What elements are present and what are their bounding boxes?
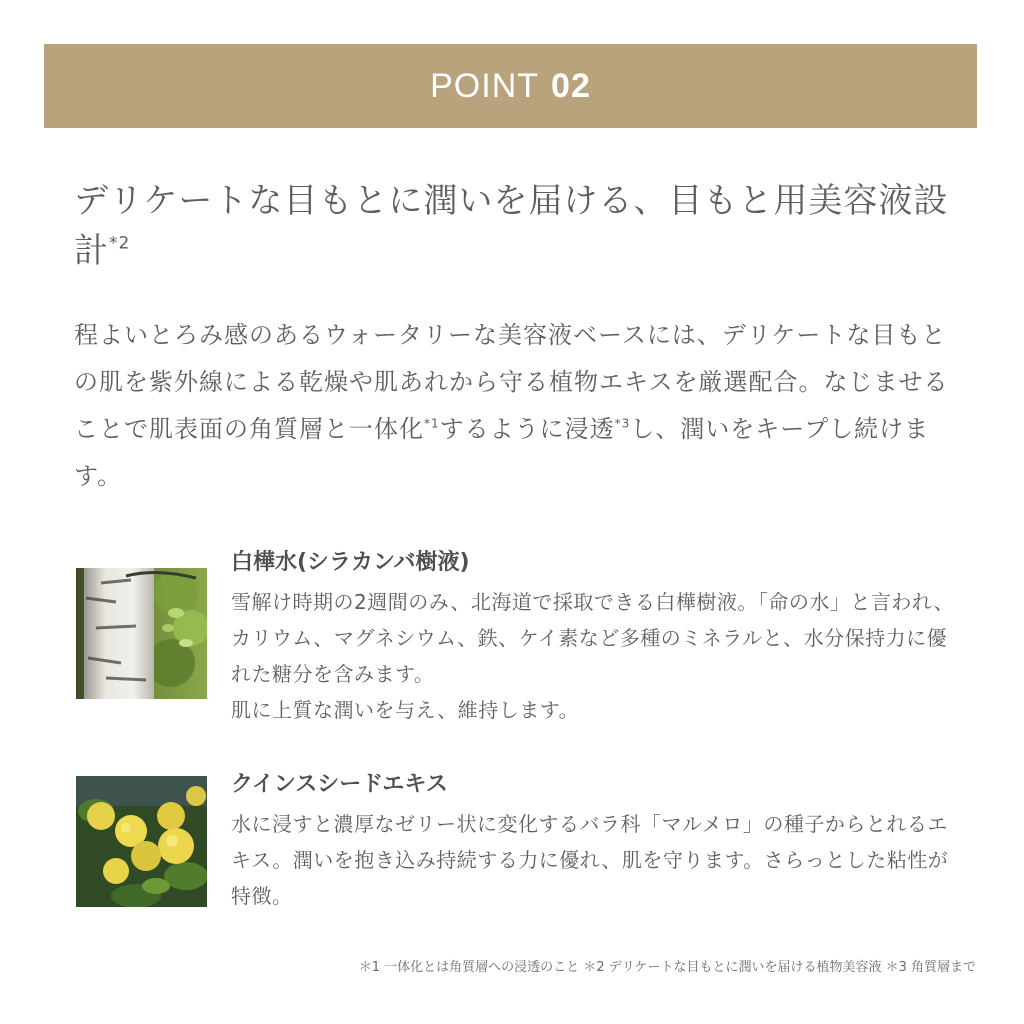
headline-text: デリケートな目もとに潤いを届ける、目もと用美容液設計 <box>74 181 949 271</box>
intro-part2: するように浸透 <box>439 415 615 443</box>
intro-footnote-mark-3: *3 <box>614 416 631 431</box>
footnotes: ＊1 一体化とは角質層への浸透のこと ＊2 デリケートな目もとに潤いを届ける植物美容液 ＊3 角質層まで <box>358 960 976 975</box>
point-number: 02 <box>551 66 591 105</box>
birch-tree-photo <box>76 568 207 699</box>
ingredient-quince-text <box>231 770 956 914</box>
ingredient-desc-line: 肌に上質な潤いを与え、維持します。 <box>231 698 580 722</box>
intro-part3: し、潤いをキープし続けます。 <box>74 415 930 490</box>
point-label: POINT <box>430 66 540 105</box>
ingredient-name: 白樺水(シラカンバ樹液) <box>231 550 470 575</box>
ingredient-birch-text <box>231 548 956 728</box>
intro-paragraph <box>74 312 954 500</box>
intro-part1: 程よいとろみ感のあるウォータリーな美容液ベースには、デリケートな目もとの肌を紫外線による乾燥や肌あれから守る植物エキスを厳選配合。なじませることで肌表面の角質層と一体化 <box>74 321 949 443</box>
headline-footnote-mark: *2 <box>109 233 131 254</box>
ingredient-description <box>231 584 956 728</box>
section-headline <box>74 176 954 276</box>
intro-footnote-mark-1: *1 <box>424 416 440 431</box>
quince-fruit-photo <box>76 776 207 907</box>
ingredient-description: 水に浸すと濃厚なゼリー状に変化するバラ科「マルメロ」の種子からとれるエキス。潤いを抱き込み持続する力に優れ、肌を守ります。さらっとした粘性が特徴。 <box>231 812 949 908</box>
point-banner <box>44 44 977 128</box>
ingredient-name: クインスシードエキス <box>231 772 448 797</box>
ingredient-desc-line: 雪解け時期の2週間のみ、北海道で採取できる白樺樹液。「命の水」と言われ、カリウム、マグネシウム、鉄、ケイ素など多種のミネラルと、水分保持力に優れた糖分を含みます。 <box>231 590 955 686</box>
